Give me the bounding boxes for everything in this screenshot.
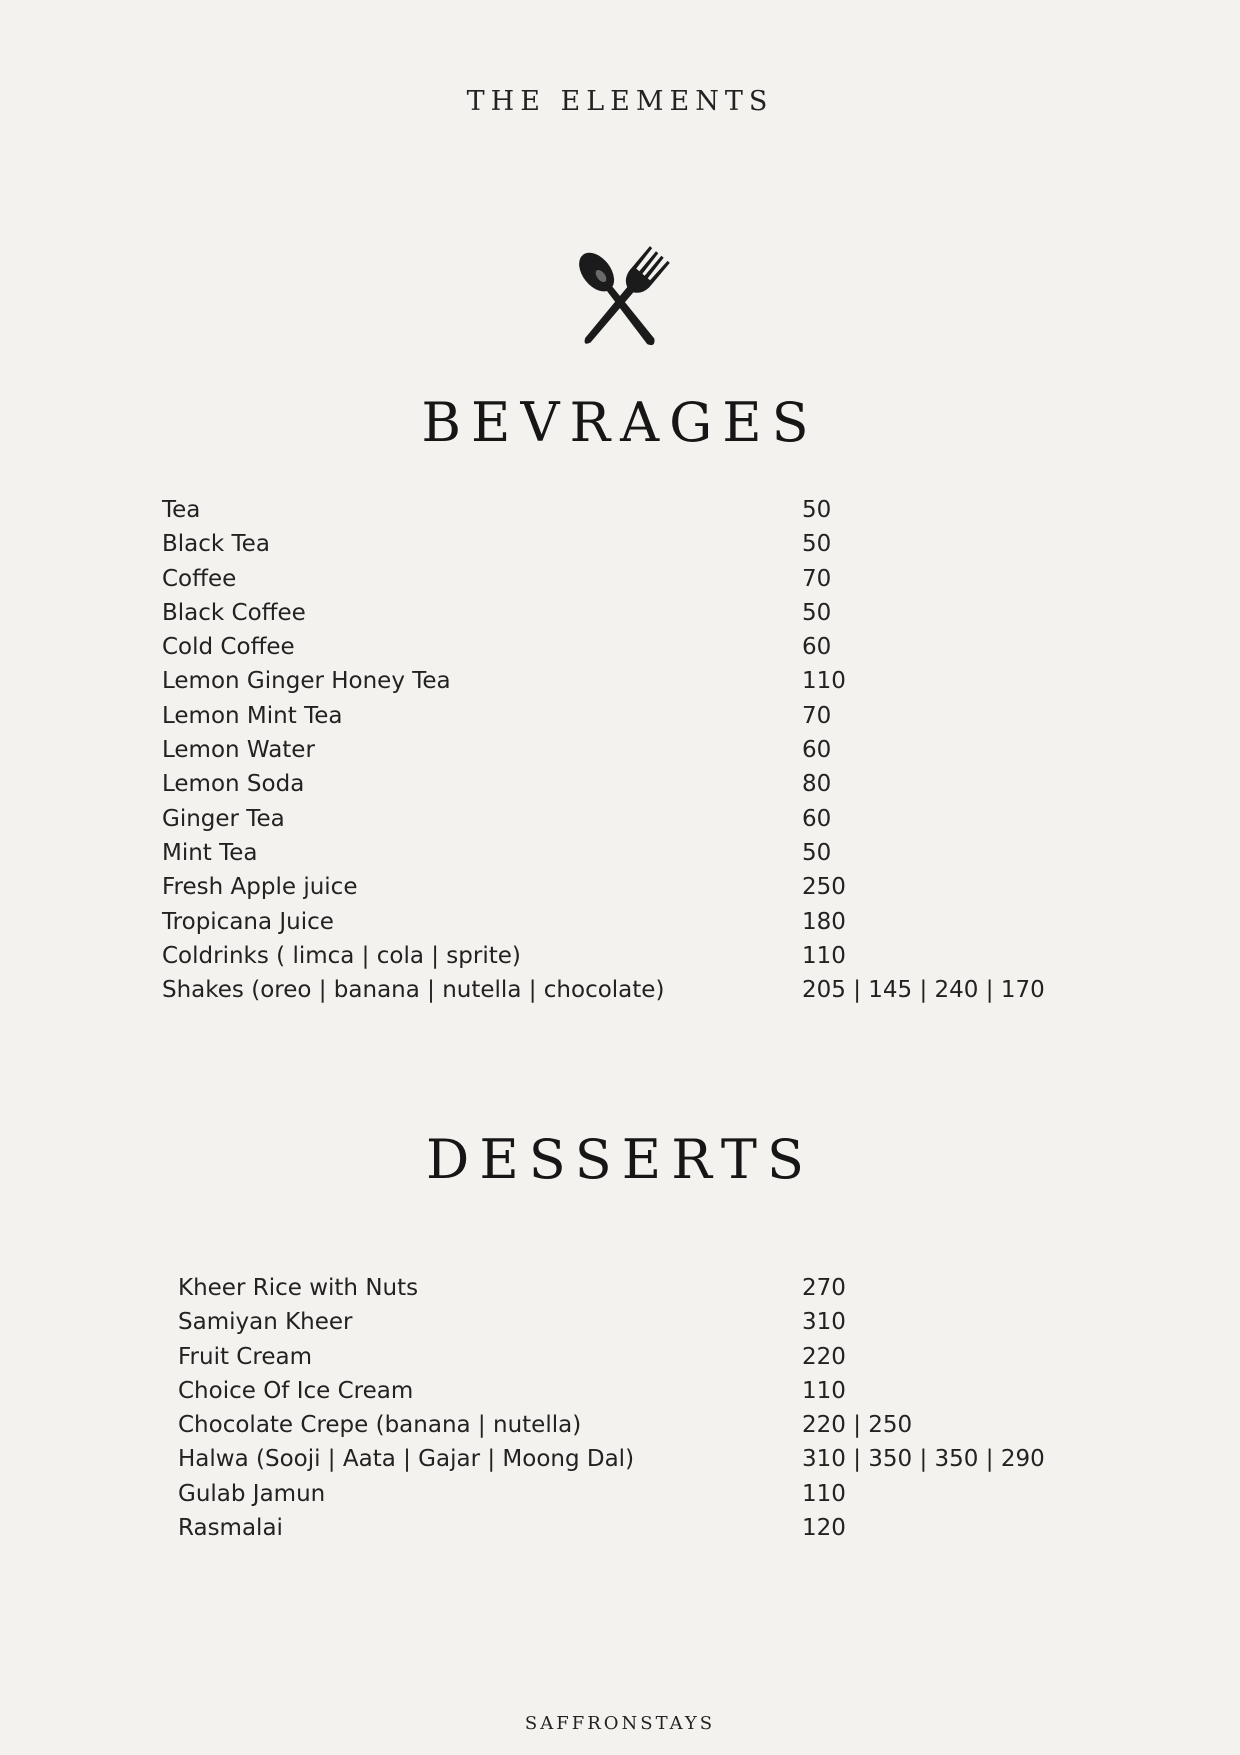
menu-item — [162, 973, 1062, 1007]
menu-item — [162, 664, 1062, 698]
menu-item — [162, 699, 1062, 733]
menu-item-price: 60 — [802, 805, 832, 832]
footer-brand: SAFFRONSTAYS — [524, 1713, 716, 1734]
menu-item — [162, 596, 1062, 630]
menu-item — [162, 905, 1062, 939]
menu-item-price: 270 — [802, 1275, 846, 1301]
menu-item — [162, 836, 1062, 870]
menu-item-price: 110 — [802, 1480, 846, 1507]
menu-item — [162, 527, 1062, 561]
menu-item-price: 310 — [802, 1309, 846, 1336]
menu-item-name: Lemon Ginger Honey Tea — [162, 668, 451, 695]
menu-item — [178, 1442, 1062, 1476]
menu-item-price: 70 — [802, 702, 832, 729]
menu-item-name: Rasmalai — [178, 1515, 283, 1542]
menu-item-price: 50 — [802, 497, 832, 523]
menu-item-name: Cold Coffee — [162, 634, 295, 661]
menu-item — [162, 493, 1062, 527]
menu-item-name: Black Tea — [162, 531, 270, 558]
menu-item — [162, 939, 1062, 973]
menu-item-name: Lemon Soda — [162, 771, 305, 798]
menu-item — [178, 1305, 1062, 1339]
menu-item — [178, 1271, 1062, 1305]
menu-item-price: 110 — [802, 1377, 846, 1404]
menu-item-price: 70 — [802, 565, 832, 592]
menu-item — [162, 870, 1062, 904]
menu-item-name: Shakes (oreo | banana | nutella | chocolate) — [162, 977, 665, 1004]
desserts-heading: DESSERTS — [426, 1128, 814, 1191]
menu-item-price: 120 — [802, 1515, 846, 1542]
menu-item-price: 310 | 350 | 350 | 290 — [802, 1446, 1045, 1473]
menu-item — [162, 767, 1062, 801]
menu-item-name: Kheer Rice with Nuts — [178, 1275, 419, 1301]
beverages-heading: BEVRAGES — [421, 391, 819, 454]
menu-item-name: Tropicana Juice — [162, 908, 334, 935]
menu-item-name: Choice Of Ice Cream — [178, 1377, 414, 1404]
menu-item — [162, 802, 1062, 836]
menu-item — [178, 1511, 1062, 1545]
menu-item-price: 50 — [802, 839, 832, 866]
menu-item-name: Gulab Jamun — [178, 1480, 326, 1507]
menu-item-price: 60 — [802, 634, 832, 661]
menu-item — [178, 1340, 1062, 1374]
menu-item-price: 220 — [802, 1343, 846, 1370]
menu-item-price: 110 — [802, 942, 846, 969]
menu-item-name: Ginger Tea — [162, 805, 285, 832]
menu-item-price: 60 — [802, 737, 832, 764]
menu-item-price: 220 | 250 — [802, 1412, 913, 1439]
menu-item — [162, 562, 1062, 596]
menu-item-name: Halwa (Sooji | Aata | Gajar | Moong Dal) — [178, 1446, 635, 1473]
menu-item-price: 180 — [802, 908, 846, 935]
menu-item-name: Coldrinks ( limca | cola | sprite) — [162, 942, 521, 969]
spoon-fork-crossed-icon — [555, 240, 685, 365]
menu-item-price: 250 — [802, 874, 846, 901]
menu-item-name: Fruit Cream — [178, 1343, 312, 1370]
menu-item-name: Fresh Apple juice — [162, 874, 358, 901]
menu-item-price: 205 | 145 | 240 | 170 — [802, 977, 1045, 1004]
beverages-list — [162, 493, 1062, 1007]
menu-item-name: Chocolate Crepe (banana | nutella) — [178, 1412, 582, 1439]
desserts-list — [178, 1271, 1062, 1545]
menu-item-price: 80 — [802, 771, 832, 798]
menu-item-name: Samiyan Kheer — [178, 1309, 353, 1336]
menu-item-price: 50 — [802, 599, 832, 626]
menu-item — [162, 630, 1062, 664]
menu-item-price: 50 — [802, 531, 832, 558]
menu-item-name: Tea — [162, 497, 201, 523]
menu-item — [178, 1374, 1062, 1408]
menu-item-price: 110 — [802, 668, 846, 695]
menu-item-name: Lemon Mint Tea — [162, 702, 343, 729]
menu-item-name: Coffee — [162, 565, 237, 592]
menu-item — [178, 1477, 1062, 1511]
menu-item — [178, 1408, 1062, 1442]
menu-item-name: Mint Tea — [162, 839, 258, 866]
menu-item — [162, 733, 1062, 767]
restaurant-name: THE ELEMENTS — [466, 86, 774, 117]
menu-item-name: Black Coffee — [162, 599, 306, 626]
menu-item-name: Lemon Water — [162, 737, 315, 764]
